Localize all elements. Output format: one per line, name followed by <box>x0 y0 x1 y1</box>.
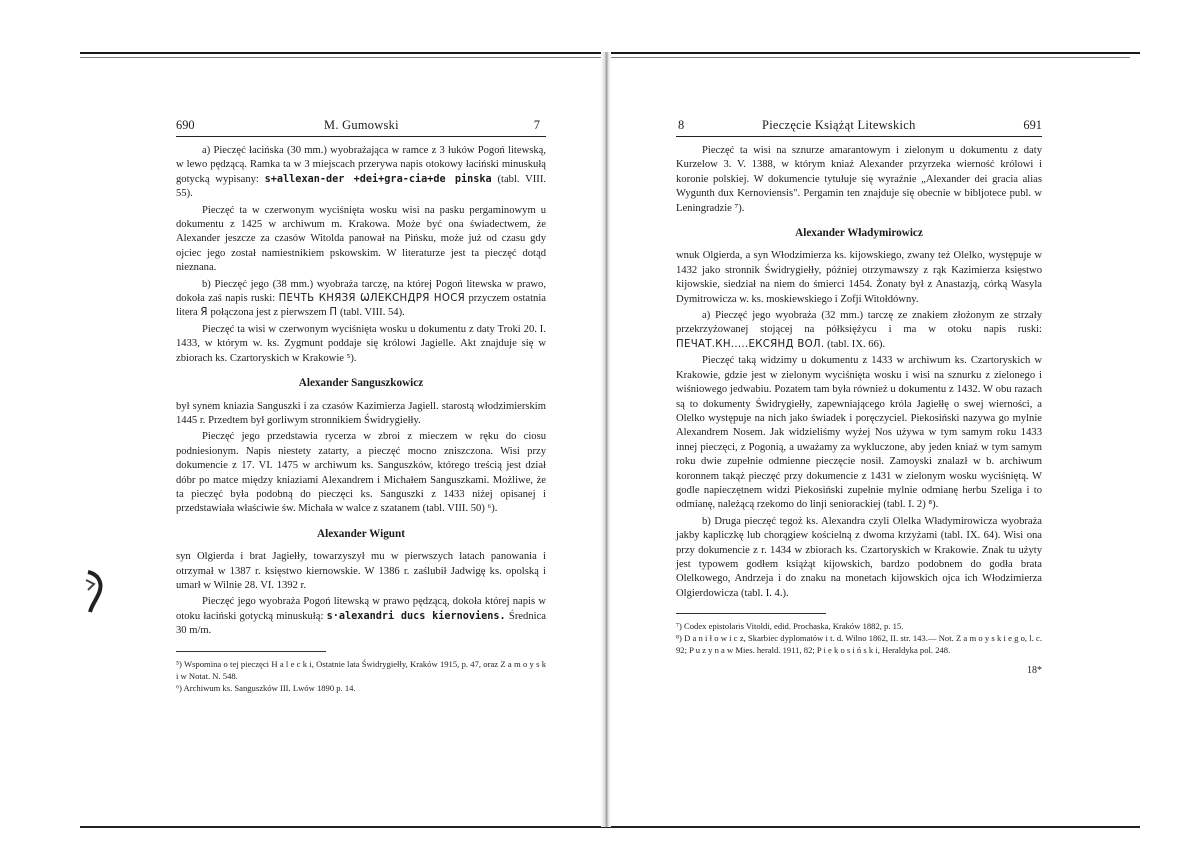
paragraph-sanguszkowicz-bio: był synem kniazia Sanguszki i za czasów Kazimierza Jagiell. starostą włodzimierskim 1445 r. Przedtem był gorliwym stronnikiem Świdrygiełły. <box>176 400 546 426</box>
text-run: (tabl. VIII. 54). <box>339 307 405 319</box>
paragraph-seal-a <box>176 144 546 202</box>
text-run: (tabl. IX. 66). <box>827 338 886 350</box>
paragraph-wladymirowicz-seal-a <box>676 309 1042 352</box>
text-run: Pieczęć jego wyobraża Pogoń litewską w prawo pędzącą, dokoła której napis w otoku łaciński gotycką minuskułą: <box>176 596 546 622</box>
text-run: a) Pieczęć łacińska (30 mm.) wyobrażająca w ramce z 3 łuków Pogoń litewską, w lewo pędzącą. Ramka ta w 3 miejscach przerywa napis otokowy łaciński minuskułą gotycką wypisany: <box>176 145 546 185</box>
right-running-head <box>676 118 1042 137</box>
paragraph-wigunt-bio: syn Olgierda i brat Jagiełły, towarzyszył mu w pierwszych latach panowania i otrzymał w 1387 r. księstwo kiernowskie. W 1386 r. zaślubił Jadwigę ks. opolską i umarł w Wilnie 28. VI. 1392 r. <box>176 551 546 591</box>
text-run: a) Pieczęć jego wyobraża (32 mm.) tarczę ze znakiem złożonym ze strzały przekrzyżowanej stojącej na półksiężycu i ma w otoku napis ruski: <box>676 310 1042 336</box>
text-run: (tabl. VIII. 55). <box>176 173 547 200</box>
left-signature-mark: 7 <box>533 118 540 132</box>
cyrillic-letter: П <box>329 307 338 319</box>
paragraph-seal-b-description: Pieczęć ta wisi w czerwonym wyciśnięta wosku u dokumentu z daty Troki 20. I. 1433, w którym w. ks. Zygmunt poddaje się królowi Jagielle. Akt znajduje się w zbiorach ks. Czartoryskich w Krakowie ⁵). <box>176 323 546 364</box>
right-signature-mark: 8 <box>678 118 685 132</box>
paragraph-sanguszkowicz-seal: Pieczęć jego przedstawia rycerza w zbroi z mieczem w ręku do ciosu podniesionym. Napis niestety zatarty, a pieczęć mocno zniszczona. Wisi przy dokumencie z 17. VI. 1475 w archiwum ks. Sanguszków, którego treścią jest dział dóbr po matce między kniaziami Alexandrem i Michałem Sanguszkami. Możliwe, że ta pieczęć była podobną do pieczęci ks. Sanguszki z 1433 niżej opisanej i przedstawiała właściwie św. Michała w walce z szatanem (tabl. VIII. 50) ⁶). <box>176 431 546 515</box>
text-run: połączona jest z pierwszem <box>210 307 327 319</box>
paragraph-wladymirowicz-bio: wnuk Olgierda, a syn Włodzimierza ks. kijowskiego, zwany też Olelko, występuje w 1432 jako stronnik Świdrygiełły, później otrzymawszy z rąk Kazimierza księstwo kijowskie, siedział na niem do śmierci 1454. Żonaty był z Anastazją, córką Wasyla Dymitrowicza w. ks. moskiewskiego i Zofji Witołdówny. <box>676 250 1042 305</box>
left-running-title: M. Gumowski <box>324 118 399 132</box>
book-gutter <box>601 52 611 827</box>
paragraph-seal-a-description: Pieczęć ta w czerwonym wyciśnięta wosku wisi na pasku pergaminowym u dokumentu z 1425 w archiwum m. Krakowa. Może być ona świadectwem, że Alexander jeszcze za czasów Witolda panował na Pińsku, może już od czasu gdy ojciec jego został namiestnikiem pskowskim. W literaturze jest ta pieczęć dotąd nieznana. <box>176 204 546 274</box>
left-page-number: 690 <box>176 118 195 132</box>
footnote-7: ⁷) Codex epistolaris Vitoldi, edid. Prochaska, Kraków 1882, p. 15. <box>676 621 904 632</box>
sheet-signature: 18* <box>1027 665 1042 677</box>
right-page-number: 691 <box>1023 118 1042 132</box>
paragraph-seal-b <box>176 278 546 321</box>
heading-alexander-wladymirowicz: Alexander Władymirowicz <box>795 227 923 240</box>
text-run: przyczem ostatnia litera <box>176 293 546 319</box>
footnote-5: ⁵) Wspomina o tej pieczęci H a l e c k i, Ostatnie lata Świdrygiełły, Kraków 1915, p. 47, oraz Z a m o y s k i w Notat. N. 548. <box>176 658 546 681</box>
footnote-rule <box>676 613 826 614</box>
paragraph-wigunt-seal-location: Pieczęć ta wisi na sznurze amarantowym i zielonym u dokumentu z daty Kurzelow 3. V. 1388, w którym kniaź Alexander przyrzeka wierność królowi i koronie polskiej. W dokumencie tytułuje się wyraźnie „Alexander dei gracia alias Wygunth dux Kernoviensis". Pergamin ten znajduje się obecnie w bibljotece publ. w Leningradzie ⁷). <box>676 145 1042 214</box>
left-running-head <box>176 118 546 137</box>
paragraph-wladymirowicz-seal-b: b) Druga pieczęć tegoż ks. Alexandra czyli Olelka Władymirowicza wyobraża jakby kapliczkę lub chorągiew kościelną z dwoma krzyżami (tabl. IX. 64). Wisi ona przy dokumencie z r. 1434 w zbiorach ks. Czartoryskich w Krakowie. Znak tu użyty jest typowem godłem książąt kijowskich, bardzo podobnem do godła brata Olelkowego, Andrzeja i do znaku na monetach kijowskich ojca ich Włodzimierza Olgierdowicza (tabl. I. 4.). <box>676 515 1042 599</box>
heading-alexander-sanguszkowicz: Alexander Sanguszkowicz <box>298 377 424 390</box>
paragraph-wladymirowicz-seal-a-description: Pieczęć taką widzimy u dokumentu z 1433 w archiwum ks. Czartoryskich w Krakowie, gdzie jest w zielonym wyciśnięta wosku i wisi na sznurku z zielonego i wiśniowego jedwabiu. Pozatem tam była również u dokumentu z 1432. W obu razach są to dokumenty Świdrygiełły, zapewniającego króla Jagiełłę o swej wierności, a Olelko występuje na nich jako świadek i poręczyciel. Piekosiński nazywa go mylnie Alexandrem Nosem. Jak widzieliśmy wyżej Nos używa w tym samym roku 1433 innej pieczęci, z Pogonią, a uważamy za wykluczone, aby jeden kniaź w tym samym roku dwie zupełnie odmienne pieczęcie nosił. Zamoyski znalazł w b. archiwum koronnem takąż pieczęć przy dokumencie z 1431 w zielonym wosku wyciśniętą. W godle napieczętnem widzi Piekosiński zupełnie mylnie odmianę herbu Szeliga i to odmianę, należącą rzekomo do linji seniorackiej (tabl. I. 2) ⁸). <box>676 355 1042 511</box>
text-run: b) Pieczęć jego (38 mm.) wyobraża tarczę, na której Pogoń litewska w prawo, dokoła zaś napis ruski: <box>176 278 546 305</box>
footnote-6: ⁶) Archiwum ks. Sanguszków III. Lwów 1890 p. 14. <box>176 682 356 693</box>
heading-alexander-wigunt: Alexander Wigunt <box>317 527 405 540</box>
latin-legend: s+allexan-der +dei+gra-cia+de pinska <box>264 173 492 185</box>
paragraph-wigunt-seal <box>176 595 546 638</box>
left-page <box>176 118 546 694</box>
right-running-title: Pieczęcie Książąt Litewskich <box>762 118 916 132</box>
cyrillic-legend: ПЕЧТЬ КНЯЗЯ ѠЛЕКСНДРЯ НОСЯ <box>278 293 465 305</box>
footnote-8: ⁸) D a n i ł o w i c z, Skarbiec dyplomatów i t. d. Wilno 1862, II. str. 143.— Not. Z a m o y s k i e g o, l. c. 92; P u z y n a w Mies. herald. 1911, 82; P i e k o s i ń s k i, Heraldyka pol. 248. <box>676 633 1042 656</box>
right-page <box>676 118 1042 679</box>
text-run: Średnica 30 m/m. <box>176 610 546 637</box>
footnote-rule <box>176 651 326 652</box>
latin-legend: s·alexandri ducs kiernoviens. <box>326 610 506 622</box>
cyrillic-letter: Я <box>200 307 208 319</box>
cyrillic-legend: ПЕЧАТ.КН.....ЕКСЯНД ВОЛ. <box>676 338 825 350</box>
binder-clip-icon <box>84 568 106 614</box>
